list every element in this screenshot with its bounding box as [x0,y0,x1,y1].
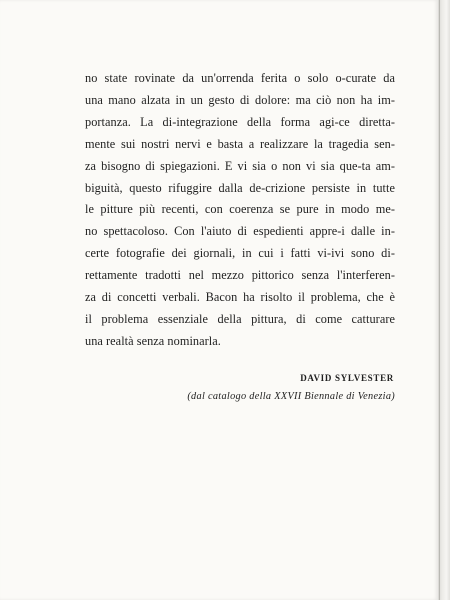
text-line: mente sui nostri nervi e basta a realizzare la tragedia sen- [85,136,395,151]
source-citation: (dal catalogo della XXVII Biennale di Venezia) [187,391,395,402]
text-line: za di concetti verbali. Bacon ha risolto il problema, che è [85,290,395,305]
text-line: no spettacoloso. Con l'aiuto di espedienti appre-i dalle in- [85,224,395,239]
text-line: za bisogno di spiegazioni. E vi sia o non vi sia que-ta am- [85,158,395,173]
text-line: il problema essenziale della pittura, di come catturare [85,311,395,326]
text-line: una realtà senza nominarla. [85,333,221,348]
text-line: certe fotografie dei giornali, in cui i fatti vi-ivi sono di- [85,246,395,261]
text-line: una mano alzata in un gesto di dolore: ma ciò non ha im- [85,92,395,107]
page-edge [438,0,450,600]
body-text [85,68,395,353]
text-line: portanza. La di-integrazione della forma agi-ce diretta- [85,114,395,129]
author-signature: DAVID SYLVESTER [300,373,394,383]
text-line: no state rovinate da un'orrenda ferita o solo o-curate da [85,71,395,85]
text-line: le pitture più recenti, con coerenza se pure in modo me- [85,202,395,217]
text-line: biguità, questo rifuggire dalla de-crizione persiste in tutte [85,180,395,195]
text-line: rettamente tradotti nel mezzo pittorico senza l'interferen- [85,268,395,283]
